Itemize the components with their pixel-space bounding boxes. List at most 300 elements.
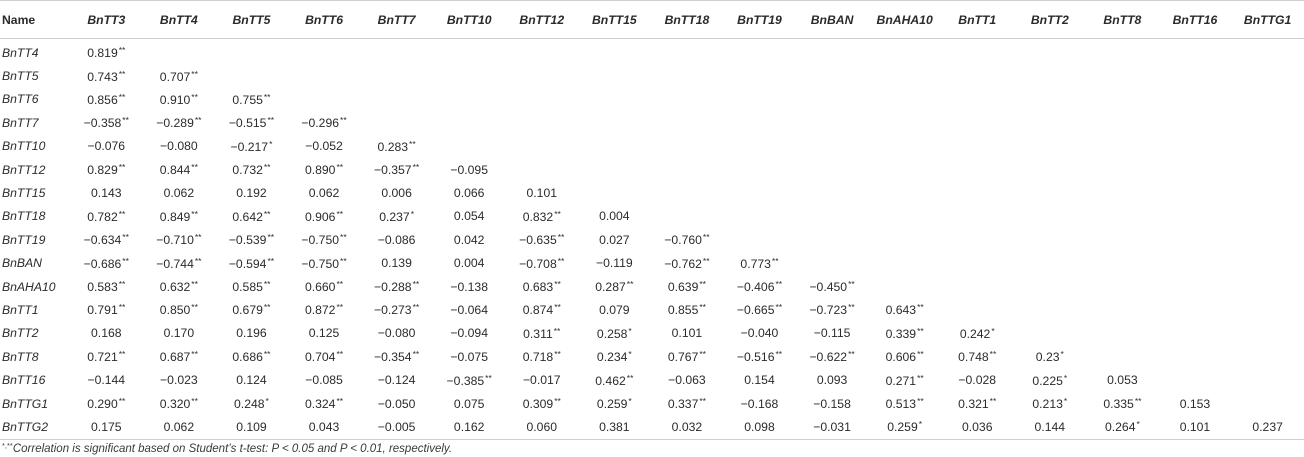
table-cell bbox=[868, 64, 941, 87]
table-cell bbox=[941, 275, 1014, 298]
table-row bbox=[0, 252, 1304, 275]
table-cell bbox=[360, 158, 433, 181]
table-cell bbox=[1086, 252, 1159, 275]
significance-mark: ** bbox=[194, 232, 202, 243]
table-cell bbox=[1159, 88, 1232, 111]
table-cell bbox=[578, 64, 651, 87]
row-label: BnTT7 bbox=[2, 115, 39, 130]
table-cell bbox=[1159, 111, 1232, 134]
table-cell bbox=[505, 88, 578, 111]
table-cell bbox=[143, 135, 216, 158]
table-row bbox=[0, 205, 1304, 228]
table-cell bbox=[941, 322, 1014, 345]
table-cell bbox=[70, 158, 143, 181]
significance-mark: ** bbox=[989, 396, 997, 407]
table-cell bbox=[288, 135, 361, 158]
table-cell bbox=[1014, 158, 1087, 181]
cell-value: −0.634 bbox=[83, 233, 122, 248]
cell-value: 0.264 bbox=[1104, 420, 1136, 435]
cell-value: 0.704 bbox=[304, 350, 336, 365]
table-cell bbox=[578, 39, 651, 65]
table-cell bbox=[578, 298, 651, 321]
table-cell bbox=[70, 64, 143, 87]
significance-mark: ** bbox=[263, 302, 271, 313]
significance-mark: ** bbox=[267, 255, 275, 266]
cell-value: 0.153 bbox=[1179, 396, 1211, 411]
table-cell bbox=[215, 368, 288, 391]
column-header: BnTT6 bbox=[288, 1, 361, 39]
cell-value: 0.196 bbox=[236, 326, 267, 341]
table-cell bbox=[70, 135, 143, 158]
cell-value: 0.855 bbox=[667, 303, 699, 318]
table-cell bbox=[651, 392, 724, 415]
table-cell bbox=[868, 415, 941, 439]
table-cell bbox=[1014, 275, 1087, 298]
table-cell bbox=[868, 39, 941, 65]
significance-mark: ** bbox=[118, 91, 126, 102]
significance-mark: ** bbox=[699, 396, 706, 407]
table-cell bbox=[143, 64, 216, 87]
significance-mark: ** bbox=[412, 302, 420, 313]
significance-mark: ** bbox=[848, 302, 855, 313]
footnote-marks: *,** bbox=[2, 441, 13, 450]
cell-value: 0.125 bbox=[308, 326, 340, 341]
table-cell bbox=[1231, 88, 1304, 111]
table-cell bbox=[143, 228, 216, 251]
cell-value: 0.856 bbox=[87, 92, 118, 107]
table-cell bbox=[70, 88, 143, 111]
cell-value: −0.217 bbox=[230, 139, 269, 154]
cell-value: 0.309 bbox=[522, 397, 554, 412]
table-cell bbox=[70, 111, 143, 134]
table-cell bbox=[215, 64, 288, 87]
table-cell bbox=[796, 298, 869, 321]
table-cell bbox=[941, 415, 1014, 439]
table-cell bbox=[723, 135, 796, 158]
significance-mark: ** bbox=[122, 255, 129, 266]
table-cell bbox=[941, 111, 1014, 134]
table-cell bbox=[723, 392, 796, 415]
cell-value: 0.872 bbox=[304, 303, 336, 318]
cell-value: 0.027 bbox=[599, 232, 630, 247]
cell-value: −0.288 bbox=[373, 280, 412, 295]
row-label: BnAHA10 bbox=[2, 279, 56, 294]
cell-value: 0.062 bbox=[163, 186, 195, 201]
table-cell bbox=[433, 205, 506, 228]
table-cell bbox=[360, 88, 433, 111]
cell-value: 0.755 bbox=[232, 92, 263, 107]
table-cell bbox=[796, 88, 869, 111]
table-cell bbox=[1086, 392, 1159, 415]
table-cell bbox=[70, 298, 143, 321]
row-label: BnTT12 bbox=[2, 162, 46, 177]
significance-mark: ** bbox=[336, 279, 344, 290]
table-row bbox=[0, 158, 1304, 181]
significance-mark: ** bbox=[336, 302, 344, 313]
significance-mark: ** bbox=[554, 302, 561, 313]
table-cell bbox=[796, 181, 869, 204]
row-label: BnTT1 bbox=[2, 302, 39, 317]
table-cell bbox=[288, 39, 361, 65]
significance-mark: ** bbox=[917, 302, 924, 313]
cell-value: 0.732 bbox=[232, 163, 263, 178]
table-row bbox=[0, 368, 1304, 391]
significance-mark: ** bbox=[340, 115, 347, 126]
significance-mark: ** bbox=[122, 232, 129, 243]
table-cell bbox=[578, 392, 651, 415]
table-cell bbox=[651, 368, 724, 391]
table-cell bbox=[433, 322, 506, 345]
column-header: BnTT16 bbox=[1159, 1, 1232, 39]
table-cell bbox=[651, 275, 724, 298]
table-cell bbox=[941, 298, 1014, 321]
table-cell bbox=[1086, 64, 1159, 87]
cell-value: 0.707 bbox=[159, 69, 191, 84]
cell-value: −0.760 bbox=[664, 233, 702, 248]
cell-value: 0.075 bbox=[453, 396, 485, 411]
significance-mark: ** bbox=[336, 208, 344, 219]
cell-value: −0.115 bbox=[813, 326, 851, 341]
significance-mark: ** bbox=[412, 349, 420, 360]
cell-value: 0.139 bbox=[381, 256, 412, 271]
table-row bbox=[0, 181, 1304, 204]
cell-value: 0.849 bbox=[159, 209, 191, 224]
table-cell bbox=[360, 135, 433, 158]
table-cell bbox=[1231, 228, 1304, 251]
table-cell bbox=[941, 252, 1014, 275]
table-cell bbox=[433, 392, 506, 415]
table-cell bbox=[215, 228, 288, 251]
cell-value: 0.311 bbox=[523, 326, 553, 341]
table-cell bbox=[360, 392, 433, 415]
significance-mark: ** bbox=[194, 115, 202, 126]
cell-value: 0.679 bbox=[232, 303, 263, 318]
significance-mark: * bbox=[265, 396, 269, 407]
table-cell bbox=[868, 368, 941, 391]
cell-value: 0.098 bbox=[744, 419, 775, 434]
cell-value: −0.064 bbox=[450, 302, 488, 317]
table-cell bbox=[868, 135, 941, 158]
cell-value: −0.005 bbox=[377, 419, 416, 434]
table-cell bbox=[360, 368, 433, 391]
cell-value: −0.063 bbox=[668, 373, 706, 388]
table-cell bbox=[1159, 135, 1232, 158]
table-cell bbox=[651, 135, 724, 158]
significance-mark: ** bbox=[554, 208, 561, 219]
significance-mark: ** bbox=[191, 396, 198, 407]
cell-value: 0.054 bbox=[453, 209, 485, 224]
cell-value: 0.462 bbox=[595, 373, 626, 388]
table-cell bbox=[1231, 252, 1304, 275]
table-cell bbox=[796, 392, 869, 415]
table-cell bbox=[796, 135, 869, 158]
cell-value: 0.101 bbox=[671, 326, 703, 341]
table-row bbox=[0, 322, 1304, 345]
cell-value: 0.004 bbox=[599, 209, 630, 224]
table-cell bbox=[143, 158, 216, 181]
significance-mark: * bbox=[1063, 396, 1068, 407]
column-header: BnTT8 bbox=[1086, 1, 1159, 39]
cell-value: −0.085 bbox=[305, 373, 343, 388]
table-cell bbox=[288, 181, 361, 204]
significance-mark: ** bbox=[118, 279, 126, 290]
significance-mark: * bbox=[628, 325, 632, 336]
significance-mark: ** bbox=[118, 68, 126, 79]
table-cell bbox=[941, 181, 1014, 204]
table-cell bbox=[143, 392, 216, 415]
table-cell bbox=[1086, 205, 1159, 228]
cell-value: 0.175 bbox=[91, 419, 122, 434]
cell-value: −0.289 bbox=[156, 116, 194, 131]
table-cell bbox=[288, 252, 361, 275]
significance-mark: ** bbox=[1134, 396, 1142, 407]
row-label: BnTT16 bbox=[2, 373, 46, 388]
table-cell bbox=[143, 39, 216, 65]
table-cell bbox=[360, 298, 433, 321]
cell-value: −0.040 bbox=[740, 326, 779, 341]
row-label: BnTT4 bbox=[2, 45, 39, 60]
cell-value: −0.075 bbox=[450, 349, 488, 364]
significance-mark: ** bbox=[191, 162, 198, 173]
table-cell bbox=[215, 111, 288, 134]
row-label: BnTT15 bbox=[2, 186, 46, 201]
table-cell bbox=[1159, 181, 1232, 204]
table-cell bbox=[215, 322, 288, 345]
table-cell bbox=[651, 158, 724, 181]
cell-value: −0.665 bbox=[736, 303, 775, 318]
cell-value: 0.782 bbox=[87, 209, 118, 224]
cell-value: −0.080 bbox=[160, 139, 198, 154]
significance-mark: ** bbox=[557, 232, 565, 243]
significance-mark: ** bbox=[263, 349, 271, 360]
significance-mark: ** bbox=[263, 91, 271, 102]
table-cell bbox=[1014, 228, 1087, 251]
table-cell bbox=[70, 205, 143, 228]
row-label: BnTT18 bbox=[2, 209, 46, 224]
table-cell bbox=[288, 415, 361, 439]
table-cell bbox=[143, 205, 216, 228]
cell-value: −0.138 bbox=[450, 279, 488, 294]
column-header: BnTT19 bbox=[723, 1, 796, 39]
cell-value: 0.032 bbox=[671, 419, 703, 434]
table-cell bbox=[1014, 252, 1087, 275]
cell-value: 0.170 bbox=[163, 326, 195, 341]
cell-value: −0.296 bbox=[301, 116, 340, 131]
table-cell bbox=[1014, 322, 1087, 345]
table-cell bbox=[651, 415, 724, 439]
significance-mark: * bbox=[269, 138, 273, 149]
table-cell bbox=[288, 275, 361, 298]
table-cell bbox=[360, 252, 433, 275]
row-label: BnTTG1 bbox=[2, 396, 49, 411]
table-cell bbox=[143, 275, 216, 298]
cell-value: 0.890 bbox=[304, 163, 336, 178]
table-cell bbox=[1159, 415, 1232, 439]
table-cell bbox=[1014, 415, 1087, 439]
cell-value: 0.721 bbox=[87, 350, 118, 365]
table-cell bbox=[1231, 39, 1304, 65]
table-cell bbox=[1159, 64, 1232, 87]
table-cell bbox=[651, 111, 724, 134]
table-cell bbox=[215, 158, 288, 181]
table-cell bbox=[1159, 322, 1232, 345]
table-row bbox=[0, 88, 1304, 111]
cell-value: 0.234 bbox=[596, 350, 628, 365]
significance-mark: ** bbox=[699, 279, 706, 290]
table-cell bbox=[1086, 228, 1159, 251]
table-cell bbox=[1231, 415, 1304, 439]
cell-value: −0.406 bbox=[736, 280, 775, 295]
table-cell bbox=[215, 392, 288, 415]
cell-value: 0.513 bbox=[885, 397, 917, 412]
table-cell bbox=[215, 252, 288, 275]
table-cell bbox=[288, 298, 361, 321]
table-cell bbox=[505, 252, 578, 275]
table-cell bbox=[70, 228, 143, 251]
table-cell bbox=[215, 135, 288, 158]
table-cell bbox=[941, 88, 1014, 111]
table-cell bbox=[70, 181, 143, 204]
table-cell bbox=[433, 345, 506, 368]
table-cell bbox=[505, 64, 578, 87]
cell-value: 0.642 bbox=[232, 209, 263, 224]
significance-mark: ** bbox=[118, 208, 126, 219]
row-label: BnTT5 bbox=[2, 69, 39, 84]
significance-mark: ** bbox=[118, 396, 126, 407]
table-cell bbox=[578, 368, 651, 391]
significance-mark: ** bbox=[412, 162, 420, 173]
table-cell bbox=[723, 345, 796, 368]
table-cell bbox=[723, 275, 796, 298]
table-body bbox=[0, 39, 1304, 440]
cell-value: −0.723 bbox=[809, 303, 848, 318]
table-cell bbox=[868, 111, 941, 134]
cell-value: 0.660 bbox=[304, 280, 336, 295]
significance-mark: ** bbox=[554, 396, 561, 407]
row-label: BnTT19 bbox=[2, 232, 46, 247]
cell-value: −0.273 bbox=[373, 303, 412, 318]
cell-value: 0.237 bbox=[1252, 419, 1283, 434]
table-cell bbox=[796, 111, 869, 134]
table-cell bbox=[1159, 392, 1232, 415]
cell-value: 0.079 bbox=[599, 302, 630, 317]
significance-mark: ** bbox=[699, 349, 706, 360]
table-cell bbox=[723, 252, 796, 275]
column-header: BnTTG1 bbox=[1231, 1, 1304, 39]
significance-mark: * bbox=[1063, 372, 1068, 383]
table-cell bbox=[651, 205, 724, 228]
cell-value: 0.093 bbox=[816, 373, 848, 388]
table-cell bbox=[723, 322, 796, 345]
table-row bbox=[0, 64, 1304, 87]
table-cell bbox=[288, 88, 361, 111]
table-cell bbox=[651, 228, 724, 251]
cell-value: 0.687 bbox=[159, 350, 191, 365]
table-cell bbox=[941, 345, 1014, 368]
table-cell bbox=[1231, 64, 1304, 87]
table-row bbox=[0, 228, 1304, 251]
table-cell bbox=[1231, 322, 1304, 345]
cell-value: 0.258 bbox=[596, 326, 628, 341]
table-row bbox=[0, 415, 1304, 439]
cell-value: 0.060 bbox=[526, 419, 557, 434]
significance-mark: ** bbox=[775, 279, 783, 290]
table-cell bbox=[1231, 275, 1304, 298]
table-cell bbox=[868, 205, 941, 228]
significance-mark: ** bbox=[340, 232, 347, 243]
table-cell bbox=[215, 88, 288, 111]
cell-value: 0.639 bbox=[667, 280, 699, 295]
name-column-header: Name bbox=[0, 1, 70, 39]
table-cell bbox=[505, 205, 578, 228]
table-cell bbox=[1014, 205, 1087, 228]
cell-value: 0.643 bbox=[885, 303, 917, 318]
table-cell bbox=[796, 275, 869, 298]
significance-mark: ** bbox=[917, 325, 924, 336]
table-cell bbox=[360, 228, 433, 251]
table-cell bbox=[651, 298, 724, 321]
cell-value: 0.168 bbox=[91, 326, 122, 341]
cell-value: −0.686 bbox=[83, 256, 122, 271]
table-cell bbox=[143, 415, 216, 439]
table-cell bbox=[1086, 88, 1159, 111]
table-cell bbox=[360, 111, 433, 134]
row-label: BnTT8 bbox=[2, 349, 39, 364]
significance-mark: * bbox=[918, 419, 923, 430]
cell-value: 0.23 bbox=[1035, 350, 1060, 365]
table-cell bbox=[723, 228, 796, 251]
table-cell bbox=[1086, 181, 1159, 204]
significance-mark: ** bbox=[122, 115, 129, 126]
table-cell bbox=[288, 64, 361, 87]
cell-value: 0.290 bbox=[87, 397, 118, 412]
significance-mark: ** bbox=[553, 325, 561, 336]
cell-value: 0.144 bbox=[1034, 419, 1066, 434]
table-cell bbox=[288, 158, 361, 181]
cell-value: 0.320 bbox=[159, 397, 191, 412]
significance-mark: ** bbox=[118, 349, 126, 360]
cell-value: 0.743 bbox=[87, 69, 118, 84]
cell-value: 0.844 bbox=[159, 163, 191, 178]
table-cell bbox=[1231, 368, 1304, 391]
cell-value: 0.259 bbox=[887, 420, 918, 435]
table-cell bbox=[723, 88, 796, 111]
significance-mark: ** bbox=[194, 255, 202, 266]
significance-mark: * bbox=[1136, 419, 1140, 430]
cell-value: 0.832 bbox=[522, 209, 554, 224]
significance-mark: ** bbox=[263, 162, 271, 173]
table-cell bbox=[433, 368, 506, 391]
table-cell bbox=[288, 392, 361, 415]
table-cell bbox=[578, 275, 651, 298]
significance-mark: ** bbox=[336, 349, 344, 360]
table-cell bbox=[796, 205, 869, 228]
table-cell bbox=[868, 392, 941, 415]
significance-mark: ** bbox=[263, 279, 271, 290]
cell-value: 0.124 bbox=[236, 373, 267, 388]
cell-value: 0.606 bbox=[885, 350, 917, 365]
cell-value: 0.686 bbox=[232, 350, 263, 365]
cell-value: −0.144 bbox=[87, 373, 126, 388]
cell-value: 0.225 bbox=[1032, 373, 1063, 388]
table-cell bbox=[796, 368, 869, 391]
table-cell bbox=[796, 39, 869, 65]
cell-value: −0.358 bbox=[83, 116, 122, 131]
cell-value: 0.583 bbox=[87, 280, 118, 295]
column-header: BnBAN bbox=[796, 1, 869, 39]
table-cell bbox=[796, 345, 869, 368]
cell-value: −0.708 bbox=[519, 256, 557, 271]
